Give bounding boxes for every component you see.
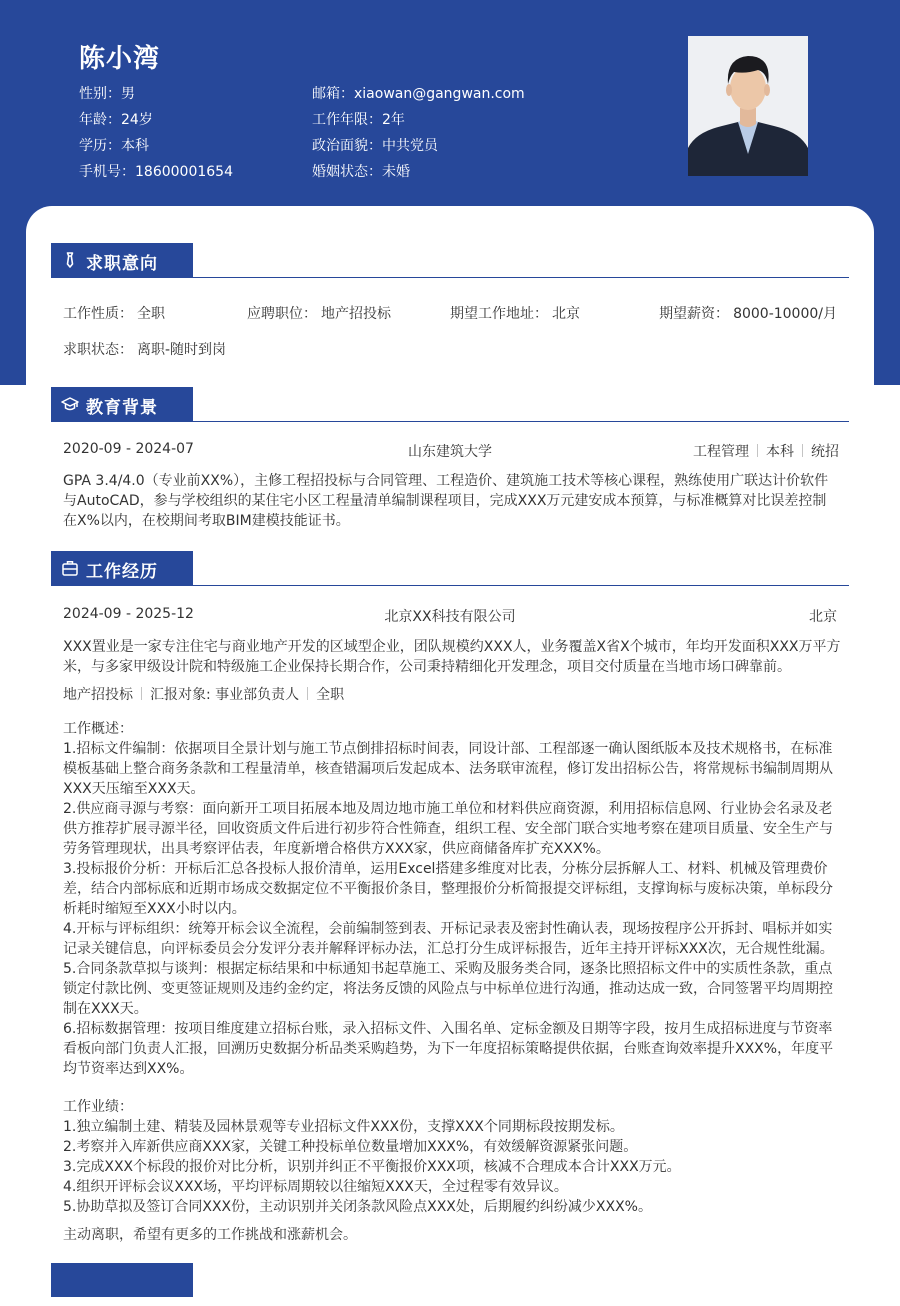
- overview-line: 4.开标与评标组织：统筹开标会议全流程，会前编制签到表、开标记录表及密封性确认表，现场按程序公开拆封、唱标并如实: [63, 921, 833, 937]
- overview-line: 看板向部门负责人汇报，回溯历史数据分析品类采购趋势，为下一年度招标策略提供依据，台账查询效率提升XXX%，年度平: [63, 1041, 834, 1057]
- overview-line: 供方推荐扩展寻源半径，回收资质文件后进行初步符合性筛查，组织工程、安全部门联合实地考察在建项目质量、安全生产与: [63, 821, 833, 837]
- divider: [757, 444, 758, 457]
- overview-line: 记录关键信息，向评标委员会分发评分表并解释评标办法，汇总打分生成评标报告，近年主持开评标XXX次，无合规性纰漏。: [63, 941, 834, 957]
- report-to-tag: 汇报对象: 事业部负责人: [150, 687, 300, 703]
- achievement-line: 2.考察并入库新供应商XXX家，关键工种投标单位数量增加XXX%，有效缓解资源紧张问题。: [63, 1139, 638, 1155]
- achievement-line: 3.完成XXX个标段的报价对比分析，识别并纠正不平衡报价XXX项，核减不合理成本合计XXX万元。: [63, 1159, 681, 1175]
- education-title: 教育背景: [86, 398, 158, 418]
- paragraph-line: 在X%以内，在校期间考取BIM建模技能证书。: [63, 513, 350, 529]
- work-section-header: [51, 551, 849, 586]
- overview-line: 劳务管理现状，出具考察评估表，年度新增合格供方XXX家，供应商储备库扩充XXX%。: [63, 841, 610, 857]
- status-label: 求职状态：: [63, 342, 133, 358]
- city-label: 期望工作地址：: [450, 306, 548, 322]
- paragraph-line: GPA 3.4/4.0（专业前XX%），主修工程招投标与合同管理、工程造价、建筑施工技术等核心课程，熟练使用广联达计价软件: [63, 473, 829, 489]
- education-details: [693, 441, 839, 461]
- school-name: 山东建筑大学: [408, 444, 492, 460]
- portrait-image: [688, 36, 808, 176]
- overview-line: 3.投标报价分析：开标后汇总各投标人报价清单，运用Excel搭建多维度对比表，分栋分层拆解人工、材料、机械及管理费价: [63, 861, 828, 877]
- work-overview: [63, 719, 839, 1079]
- degree: 本科: [766, 444, 794, 460]
- marital-info: 婚姻状态：未婚: [312, 164, 410, 180]
- job-title-tag: 地产招投标: [63, 687, 133, 703]
- achievement-line: 1.独立编制土建、精装及园林景观等专业招标文件XXX份，支撑XXX个同期标段按期发标。: [63, 1119, 624, 1135]
- salary-field: [659, 303, 837, 323]
- overview-line: 差，结合内部标底和近期市场成交数据定位不平衡报价条目，整理报价分析简报提交评标组，支撑询标与废标决策，单标段分: [63, 881, 833, 897]
- work-achievements: [63, 1097, 839, 1217]
- work-date: 2024-09 - 2025-12: [63, 606, 194, 622]
- overview-line: 1.招标文件编制：依据项目全景计划与施工节点倒排招标时间表，同设计部、工程部逐一确认图纸版本及技术规格书，在标准: [63, 741, 833, 757]
- overview-line: 制在XXX天。: [63, 1001, 148, 1017]
- gender-info: 性别：男: [79, 86, 135, 102]
- work-years-info: 工作年限：2年: [312, 112, 405, 128]
- overview-line: XXX天压缩至XXX天。: [63, 781, 205, 797]
- position-label: 应聘职位：: [247, 306, 317, 322]
- education-date: 2020-09 - 2024-07: [63, 441, 194, 457]
- city-value: 北京: [552, 306, 580, 322]
- work-tab: [51, 551, 193, 585]
- overview-line: 2.供应商寻源与考察：面向新开工项目拓展本地及周边地市施工单位和材料供应商资源，利用招标信息网、行业协会名录及老: [63, 801, 833, 817]
- overview-line: 模板基础上整合商务条款和工程量清单，核查错漏项后发起成本、法务联审流程，修订发出招标公告，将常规标书编制周期从: [63, 761, 833, 777]
- achievement-line: 4.组织开评标会议XXX场，平均评标周期较以往缩短XXX天，全过程零有效异议。: [63, 1179, 568, 1195]
- position-field: [247, 303, 391, 323]
- achievements-heading: 工作业绩：: [63, 1099, 133, 1115]
- position-value: 地产招投标: [321, 306, 391, 322]
- candidate-name: 陈小湾: [79, 44, 161, 74]
- intention-title: 求职意向: [86, 254, 158, 274]
- divider: [307, 687, 308, 700]
- status-field: [63, 339, 226, 359]
- work-title: 工作经历: [86, 562, 158, 582]
- overview-line: 析耗时缩短至XXX小时以内。: [63, 901, 246, 917]
- work-tags: [63, 684, 344, 704]
- intention-tab: [51, 243, 193, 277]
- education-tab: [51, 387, 193, 421]
- job-type-label: 工作性质：: [63, 306, 133, 322]
- age-info: 年龄：24岁: [79, 112, 153, 128]
- work-city: 北京: [809, 609, 837, 625]
- politics-info: 政治面貌：中共党员: [312, 138, 438, 154]
- salary-value: 8000-10000/月: [733, 306, 837, 322]
- graduation-cap-icon: [61, 395, 79, 413]
- major: 工程管理: [693, 444, 749, 460]
- job-type-value: 全职: [137, 306, 165, 322]
- enrollment-type: 统招: [811, 444, 839, 460]
- city-field: [450, 303, 580, 323]
- profile-photo: [688, 36, 808, 176]
- education-description: [63, 471, 839, 531]
- paragraph-line: 米，与多家甲级设计院和特级施工企业保持长期合作，公司秉持精细化开发理念，项目交付质量在当地市场口碑靠前。: [63, 659, 791, 675]
- paragraph-line: XXX置业是一家专注住宅与商业地产开发的区域型企业，团队规模约XXX人，业务覆盖X省X个城市，年均开发面积XXX万平方: [63, 639, 841, 655]
- company-description: [63, 637, 839, 677]
- job-type-field: [63, 303, 165, 323]
- tie-icon: [61, 251, 79, 269]
- leave-reason: 主动离职，希望有更多的工作挑战和涨薪机会。: [63, 1227, 357, 1243]
- briefcase-icon: [61, 559, 79, 577]
- achievement-line: 5.协助草拟及签订合同XXX份，主动识别并关闭条款风险点XXX处，后期履约纠纷减少XXX%。: [63, 1199, 652, 1215]
- divider: [802, 444, 803, 457]
- overview-line: 锁定付款比例、变更签证规则及违约金约定，将法务反馈的风险点与中标单位进行沟通，推动达成一致，合同签署平均周期控: [63, 981, 833, 997]
- overview-heading: 工作概述：: [63, 721, 133, 737]
- status-value: 离职-随时到岗: [137, 342, 227, 358]
- education-section-header: [51, 387, 849, 422]
- salary-label: 期望薪资：: [659, 306, 730, 322]
- email-info: 邮箱：xiaowan@gangwan.com: [312, 86, 525, 102]
- overview-line: 6.招标数据管理：按项目维度建立招标台账，录入招标文件、入围名单、定标金额及日期等字段，按月生成招标进度与节资率: [63, 1021, 833, 1037]
- intention-section-header: [51, 243, 849, 278]
- next-section-header: [51, 1263, 849, 1297]
- overview-line: 5.合同条款草拟与谈判：根据定标结果和中标通知书起草施工、采购及服务类合同，逐条比照招标文件中的实质性条款，重点: [63, 961, 833, 977]
- next-section-tab: [51, 1263, 193, 1297]
- company-name: 北京XX科技有限公司: [384, 609, 516, 625]
- employment-type-tag: 全职: [316, 687, 345, 703]
- phone-info: 手机号：18600001654: [79, 164, 233, 180]
- paragraph-line: 与AutoCAD，参与学校组织的某住宅小区工程量清单编制课程项目，完成XXX万元建安成本预算，与标准概算对比误差控制: [63, 493, 827, 509]
- divider: [141, 687, 142, 700]
- overview-line: 均节资率达到XX%。: [63, 1061, 194, 1077]
- education-info: 学历：本科: [79, 138, 149, 154]
